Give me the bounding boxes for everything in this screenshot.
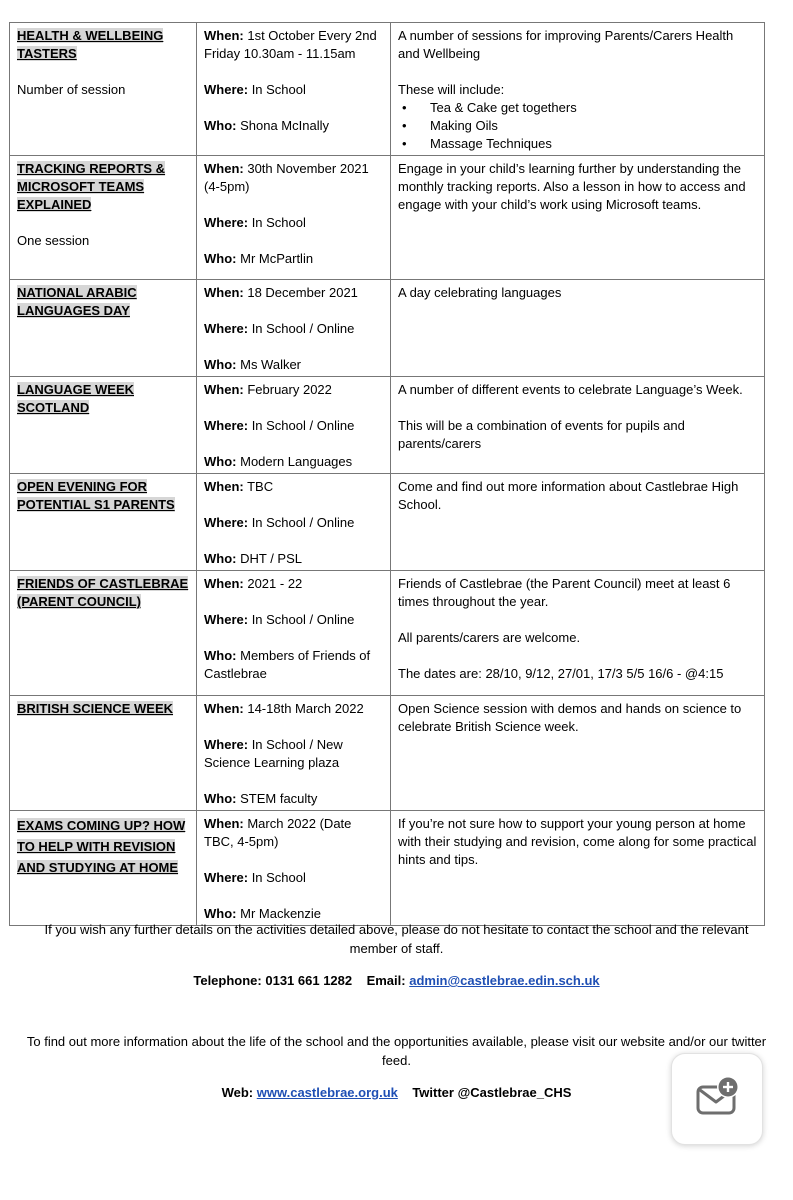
- event-title: HEALTH & WELLBEING TASTERS: [17, 28, 164, 61]
- event-description: A number of different events to celebrate Language’s Week.: [398, 382, 743, 397]
- event-who: Who: Ms Walker: [204, 357, 302, 372]
- event-description-cell: [391, 474, 765, 571]
- event-title-cell: [10, 280, 197, 377]
- table-row: [10, 571, 765, 696]
- list-item: • Making Oils: [430, 117, 758, 135]
- event-description-cell: [391, 377, 765, 474]
- event-title: TRACKING REPORTS & MICROSOFT TEAMS EXPLAINED: [17, 161, 166, 212]
- event-when: When: TBC: [204, 479, 274, 494]
- event-details-cell: [197, 23, 391, 156]
- event-details-cell: [197, 811, 391, 926]
- event-description-cell: [391, 156, 765, 280]
- event-title-cell: [10, 474, 197, 571]
- event-bullet-list: [398, 99, 758, 153]
- event-note: Number of session: [17, 82, 126, 97]
- event-description-extra: These will include:: [398, 82, 505, 97]
- event-note: One session: [17, 233, 90, 248]
- list-item: • Tea & Cake get togethers: [430, 99, 758, 117]
- event-title-cell: [10, 571, 197, 696]
- contact-line: [0, 971, 793, 990]
- event-title: EXAMS COMING UP? HOW TO HELP WITH REVISION AND STUDYING AT HOME: [17, 818, 186, 875]
- event-where: Where: In School / Online: [204, 612, 355, 627]
- table-row: [10, 696, 765, 811]
- table-row: [10, 474, 765, 571]
- telephone-number: 0131 661 1282: [265, 973, 353, 988]
- email-label: Email:: [366, 973, 406, 988]
- event-description-cell: [391, 23, 765, 156]
- event-title: OPEN EVENING FOR POTENTIAL S1 PARENTS: [17, 479, 175, 512]
- event-when: When: 14-18th March 2022: [204, 701, 364, 716]
- event-description: Friends of Castlebrae (the Parent Council) meet at least 6 times throughout the year.: [398, 576, 731, 609]
- table-row: [10, 23, 765, 156]
- table-row: [10, 377, 765, 474]
- event-when: When: 1st October Every 2nd Friday 10.30am - 11.15am: [204, 28, 377, 61]
- email-link[interactable]: admin@castlebrae.edin.sch.uk: [409, 973, 600, 988]
- event-when: When: 2021 - 22: [204, 576, 303, 591]
- events-table: [9, 22, 765, 926]
- event-details-cell: [197, 377, 391, 474]
- event-description: A day celebrating languages: [398, 285, 562, 300]
- event-description-extra: All parents/carers are welcome.: [398, 630, 581, 645]
- event-details-cell: [197, 156, 391, 280]
- telephone-label: Telephone:: [193, 973, 262, 988]
- event-title: LANGUAGE WEEK SCOTLAND: [17, 382, 134, 415]
- event-description: Engage in your child’s learning further by understanding the monthly tracking reports. Also a lesson in how to access and engage with your child’s work using Microsoft teams.: [398, 161, 746, 212]
- compose-message-button[interactable]: [671, 1053, 763, 1145]
- event-title-cell: [10, 156, 197, 280]
- event-description-extra: This will be a combination of events for pupils and parents/carers: [398, 418, 685, 451]
- event-title: FRIENDS OF CASTLEBRAE (PARENT COUNCIL): [17, 576, 189, 609]
- event-title-cell: [10, 696, 197, 811]
- event-details-cell: [197, 571, 391, 696]
- event-description-cell: [391, 696, 765, 811]
- event-where: Where: In School: [204, 870, 306, 885]
- event-title-cell: [10, 23, 197, 156]
- event-description-cell: [391, 571, 765, 696]
- website-link[interactable]: www.castlebrae.org.uk: [256, 1085, 398, 1100]
- list-item: • Massage Techniques: [430, 135, 758, 153]
- event-details-cell: [197, 696, 391, 811]
- event-description: Open Science session with demos and hands on science to celebrate British Science week.: [398, 701, 742, 734]
- event-who: Who: Shona McInally: [204, 118, 329, 133]
- table-row: [10, 280, 765, 377]
- event-description: A number of sessions for improving Parents/Carers Health and Wellbeing: [398, 28, 734, 61]
- contact-text: If you wish any further details on the activities detailed above, please do not hesitate to contact the school and the relevant member of staff.: [44, 922, 749, 956]
- event-where: Where: In School: [204, 82, 306, 97]
- event-who: Who: Modern Languages: [204, 454, 353, 469]
- event-who: Who: Mr Mackenzie: [204, 906, 322, 921]
- event-title: BRITISH SCIENCE WEEK: [17, 701, 174, 716]
- event-when: When: March 2022 (Date TBC, 4-5pm): [204, 816, 352, 849]
- event-title-cell: [10, 811, 197, 926]
- event-description: Come and find out more information about Castlebrae High School.: [398, 479, 739, 512]
- event-when: When: 18 December 2021: [204, 285, 358, 300]
- event-who: Who: Mr McPartlin: [204, 251, 314, 266]
- event-description-cell: [391, 280, 765, 377]
- twitter-handle: Twitter @Castlebrae_CHS: [412, 1085, 572, 1100]
- event-when: When: February 2022: [204, 382, 332, 397]
- event-dates: The dates are: 28/10, 9/12, 27/01, 17/3 5/5 16/6 - @4:15: [398, 666, 724, 681]
- event-details-cell: [197, 474, 391, 571]
- event-title: NATIONAL ARABIC LANGUAGES DAY: [17, 285, 137, 318]
- event-description-cell: [391, 811, 765, 926]
- info-text: To find out more information about the life of the school and the opportunities available, please visit our website and/or our twitter feed.: [26, 1034, 767, 1068]
- event-where: Where: In School / New Science Learning plaza: [204, 737, 343, 770]
- event-who: Who: DHT / PSL: [204, 551, 302, 566]
- event-when: When: 30th November 2021 (4-5pm): [204, 161, 369, 194]
- event-description: If you’re not sure how to support your young person at home with their studying and revision, come along for some practical hints and tips.: [398, 816, 757, 867]
- compose-message-icon: [672, 1054, 762, 1144]
- event-where: Where: In School / Online: [204, 515, 355, 530]
- event-where: Where: In School: [204, 215, 306, 230]
- event-where: Where: In School / Online: [204, 418, 355, 433]
- event-details-cell: [197, 280, 391, 377]
- event-who: Who: STEM faculty: [204, 791, 318, 806]
- table-row: [10, 811, 765, 926]
- table-row: [10, 156, 765, 280]
- event-where: Where: In School / Online: [204, 321, 355, 336]
- web-label: Web:: [221, 1085, 254, 1100]
- event-who: Who: Members of Friends of Castlebrae: [204, 648, 371, 681]
- event-title-cell: [10, 377, 197, 474]
